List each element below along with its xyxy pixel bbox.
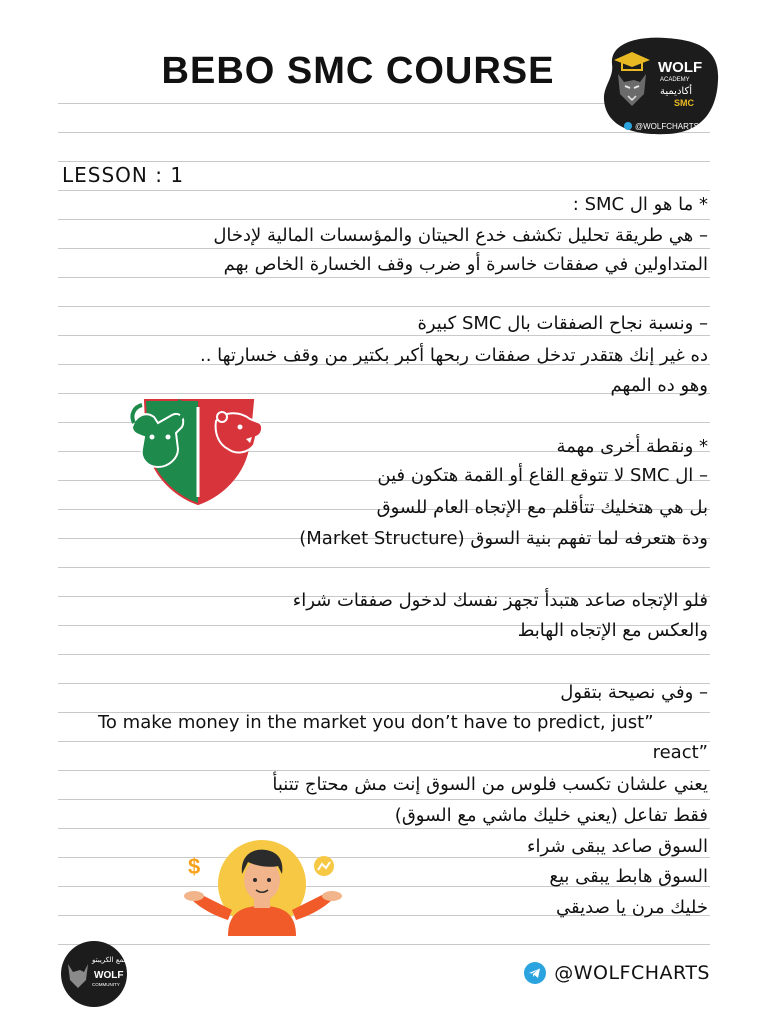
dollar-icon: $	[188, 854, 201, 879]
text-line: والعكس مع الإتجاه الهابط	[517, 620, 708, 641]
text-line: بل هي هتخليك تتأقلم مع الإتجاه العام للسوق	[376, 497, 708, 518]
rule-line	[58, 944, 710, 945]
rule-line	[58, 277, 710, 278]
rule-line	[58, 190, 710, 191]
logo-arabic-text: أكاديمية	[660, 86, 692, 97]
rule-line	[58, 741, 710, 742]
text-line-english: ”react	[652, 742, 708, 763]
logo-bottom-arabic: مجتمع الكريبتو	[92, 956, 130, 964]
rule-line	[58, 161, 710, 162]
text-line: * ما هو ال SMC :	[572, 194, 708, 215]
shrugging-person-icon	[182, 836, 344, 936]
rule-line	[58, 828, 710, 829]
logo-handle-text: @WOLFCHARTS	[635, 122, 699, 131]
logo-bottom-sub: COMMUNITY	[92, 982, 120, 987]
text-line: خليك مرن يا صديقي	[556, 897, 708, 918]
logo-sub-text: ACADEMY	[660, 77, 690, 83]
text-line: ودة هتعرفه لما تفهم بنية السوق (Market Structure)	[299, 528, 708, 549]
text-line: السوق صاعد يبقى شراء	[527, 836, 708, 857]
rule-line	[58, 248, 710, 249]
footer-telegram-handle[interactable]	[524, 962, 710, 984]
telegram-icon	[624, 122, 632, 130]
text-line: وهو ده المهم	[610, 375, 708, 396]
text-line: – هي طريقة تحليل تكشف خدع الحيتان والمؤسسات المالية لإدخال	[213, 225, 708, 246]
text-line: ده غير إنك هتقدر تدخل صفقات ربحها أكبر بكتير من وقف خسارتها ..	[199, 345, 708, 366]
logo-bottom-brand: WOLF	[94, 970, 124, 981]
text-line: السوق هابط يبقى بيع	[549, 866, 708, 887]
logo-brand-text: WOLF	[658, 59, 703, 76]
page-title: BEBO SMC COURSE	[161, 50, 555, 92]
telegram-icon	[524, 962, 546, 984]
rule-line	[58, 770, 710, 771]
bull-bear-shield-icon	[128, 393, 266, 505]
text-line-english: To make money in the market you don’t have to predict, just”	[98, 712, 654, 733]
text-line: – ال SMC لا تتوقع القاع أو القمة هتكون فين	[377, 465, 708, 486]
rule-line	[58, 857, 710, 858]
rule-line	[58, 306, 710, 307]
wolf-community-logo	[58, 940, 130, 1008]
wolf-academy-logo	[600, 34, 722, 138]
text-line: فقط تفاعل (يعني خليك ماشي مع السوق)	[394, 805, 708, 826]
text-line: المتداولين في صفقات خاسرة أو ضرب وقف الخسارة الخاص بهم	[223, 254, 708, 275]
text-line: يعني علشان تكسب فلوس من السوق إنت مش محتاج تتنبأ	[272, 774, 708, 795]
lesson-label: LESSON : 1	[62, 163, 185, 187]
logo-smc-text: SMC	[674, 98, 694, 108]
text-line: فلو الإتجاه صاعد هتبدأ تجهز نفسك لدخول صفقات شراء	[292, 590, 708, 611]
text-line: – وفي نصيحة بتقول	[560, 682, 708, 703]
rule-line	[58, 654, 710, 655]
text-line: – ونسبة نجاح الصفقات بال SMC كبيرة	[417, 313, 708, 334]
rule-line	[58, 219, 710, 220]
rule-line	[58, 799, 710, 800]
text-line: * ونقطة أخرى مهمة	[556, 436, 708, 457]
rule-line	[58, 567, 710, 568]
footer-handle-text: @WOLFCHARTS	[554, 962, 710, 984]
rule-line	[58, 335, 710, 336]
